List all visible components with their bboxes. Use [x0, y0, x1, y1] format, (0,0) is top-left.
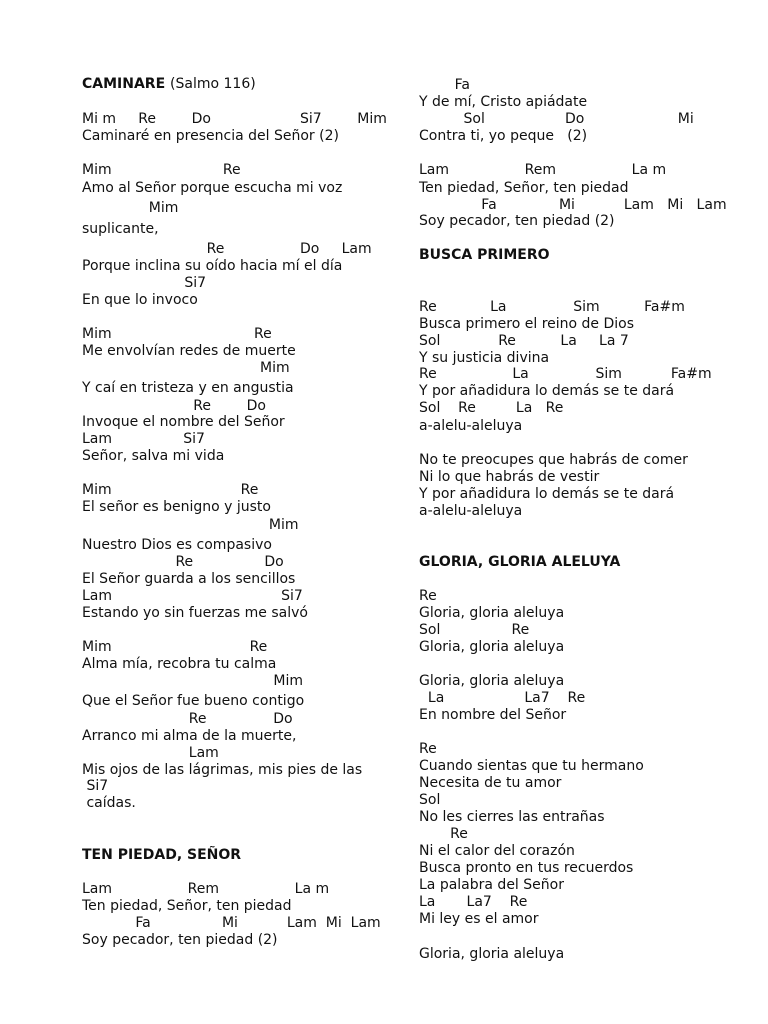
- lyric-line: En que lo invoco: [82, 292, 198, 308]
- lyric-line: Me envolvían redes de muerte: [82, 343, 296, 359]
- chord-line: Lam Si7: [82, 431, 205, 447]
- chord-line: Re: [419, 588, 437, 604]
- lyric-line: Que el Señor fue bueno contigo: [82, 693, 305, 709]
- lyric-line: a-alelu-aleluya: [419, 418, 523, 434]
- chord-line: Lam Rem La m: [82, 881, 330, 897]
- chord-line: Mim: [82, 517, 299, 533]
- lyric-line: Mi ley es el amor: [419, 911, 539, 927]
- lyric-line: Estando yo sin fuerzas me salvó: [82, 605, 308, 621]
- lyric-line: Necesita de tu amor: [419, 775, 562, 791]
- lyric-line: a-alelu-aleluya: [419, 503, 523, 519]
- chord-line: Mim Re: [82, 326, 272, 342]
- lyric-line: Contra ti, yo peque (2): [419, 128, 588, 144]
- lyric-line: Ten piedad, Señor, ten piedad: [82, 898, 292, 914]
- lyric-line: Alma mía, recobra tu calma: [82, 656, 277, 672]
- chord-line: Lam Si7: [82, 588, 303, 604]
- lyric-line: Nuestro Dios es compasivo: [82, 537, 272, 553]
- lyric-line: Ni el calor del corazón: [419, 843, 575, 859]
- chord-line: Sol Do Mi: [419, 111, 694, 127]
- lyric-line: Ten piedad, Señor, ten piedad: [419, 180, 629, 196]
- chord-line: Re: [419, 741, 437, 757]
- chord-line: Si7: [82, 778, 109, 794]
- lyric-line: No les cierres las entrañas: [419, 809, 605, 825]
- lyric-line: suplicante,: [82, 221, 159, 237]
- lyric-line: Y caí en tristeza y en angustia: [82, 380, 294, 396]
- chord-line: Re Do: [82, 554, 284, 570]
- chord-line: Fa: [419, 77, 470, 93]
- lyric-line: Y por añadidura lo demás se te dará: [419, 383, 675, 399]
- chord-line: Sol Re: [419, 622, 530, 638]
- chord-line: Fa Mi Lam Mi Lam: [82, 915, 381, 931]
- chord-line: Sol Re La Re: [419, 400, 564, 416]
- chord-line: Fa Mi Lam Mi Lam: [419, 197, 727, 213]
- lyric-line: Busca pronto en tus recuerdos: [419, 860, 634, 876]
- song-title-ten-piedad: TEN PIEDAD, SEÑOR: [82, 847, 242, 863]
- lyric-line: Gloria, gloria aleluya: [419, 673, 565, 689]
- lyric-line: Caminaré en presencia del Señor (2): [82, 128, 339, 144]
- lyric-line: Amo al Señor porque escucha mi voz: [82, 180, 343, 196]
- chord-line: Sol Re La La 7: [419, 333, 629, 349]
- lyric-line: caídas.: [82, 795, 136, 811]
- lyric-line: Y su justicia divina: [419, 350, 550, 366]
- lyric-line: El Señor guarda a los sencillos: [82, 571, 296, 587]
- lyric-line: Señor, salva mi vida: [82, 448, 225, 464]
- chord-line: La La7 Re: [419, 690, 586, 706]
- title-text: CAMINARE: [82, 76, 166, 92]
- lyric-line: Busca primero el reino de Dios: [419, 316, 635, 332]
- song-title-busca-primero: BUSCA PRIMERO: [419, 247, 550, 263]
- lyric-line: La palabra del Señor: [419, 877, 564, 893]
- chord-line: Re Do: [82, 398, 266, 414]
- chord-line: Mi m Re Do Si7 Mim: [82, 111, 387, 127]
- lyric-line: En nombre del Señor: [419, 707, 567, 723]
- chord-line: Lam: [82, 745, 219, 761]
- chord-line: Mim Re: [82, 639, 268, 655]
- lyric-line: Y por añadidura lo demás se te dará: [419, 486, 675, 502]
- chord-line: Re: [419, 826, 468, 842]
- lyric-line: Soy pecador, ten piedad (2): [419, 213, 615, 229]
- chord-line: Mim: [82, 673, 303, 689]
- lyric-line: Arranco mi alma de la muerte,: [82, 728, 297, 744]
- chord-line: Re Do: [82, 711, 293, 727]
- chord-line: Mim Re: [82, 162, 241, 178]
- lyric-line: Cuando sientas que tu hermano: [419, 758, 644, 774]
- song-title-gloria: GLORIA, GLORIA ALELUYA: [419, 554, 621, 570]
- chord-line: Si7: [82, 275, 207, 291]
- lyric-line: No te preocupes que habrás de comer: [419, 452, 688, 468]
- song-title-caminare: [82, 76, 256, 92]
- title-subtitle: (Salmo 116): [170, 76, 256, 92]
- lyric-line: Ni lo que habrás de vestir: [419, 469, 600, 485]
- chord-line: Re La Sim Fa#m: [419, 299, 685, 315]
- lyric-line: Invoque el nombre del Señor: [82, 414, 285, 430]
- lyric-line: Mis ojos de las lágrimas, mis pies de las: [82, 762, 363, 778]
- chord-line: Mim: [82, 360, 290, 376]
- lyric-line: Gloria, gloria aleluya: [419, 946, 565, 962]
- lyric-line: Gloria, gloria aleluya: [419, 605, 565, 621]
- chord-line: Re La Sim Fa#m: [419, 366, 712, 382]
- chord-line: Mim: [82, 200, 179, 216]
- lyric-line: Soy pecador, ten piedad (2): [82, 932, 278, 948]
- chord-line: Lam Rem La m: [419, 162, 667, 178]
- chord-line: La La7 Re: [419, 894, 528, 910]
- chord-line: Sol: [419, 792, 441, 808]
- lyric-line: El señor es benigno y justo: [82, 499, 271, 515]
- chord-line: Mim Re: [82, 482, 259, 498]
- lyric-line: Gloria, gloria aleluya: [419, 639, 565, 655]
- chord-line: Re Do Lam: [82, 241, 372, 257]
- lyric-line: Y de mí, Cristo apiádate: [419, 94, 588, 110]
- lyric-line: Porque inclina su oído hacia mí el día: [82, 258, 343, 274]
